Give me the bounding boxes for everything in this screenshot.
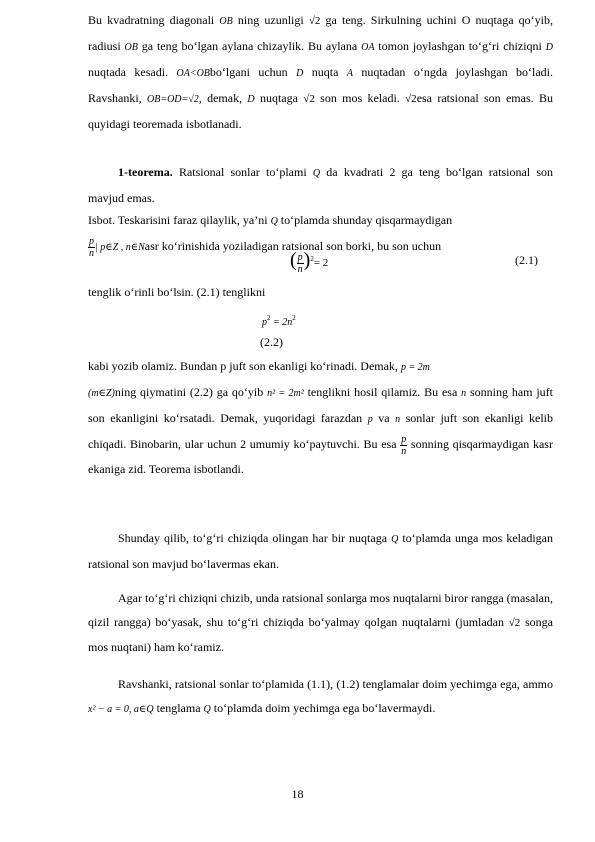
text: to‘plamda doim yechimga ega bo‘lavermaydi.: [210, 701, 436, 715]
math-equation: x² − a = 0, a∈Q: [88, 704, 154, 715]
fraction-p-n: [88, 236, 95, 259]
math-n: n: [461, 388, 467, 399]
text: Ratsional sonlar to‘plami: [172, 165, 313, 179]
text: sonning qisqarmaydigan kasr ekaniga zid. Teorema isbotlandi.: [88, 437, 553, 476]
text: , demak,: [198, 91, 248, 105]
text-line: tenglik o‘rinli bo‘lsin. (2.1) tenglikni: [88, 285, 266, 299]
math-D: D: [296, 68, 304, 79]
denominator: n: [297, 263, 303, 275]
numerator: p: [89, 235, 94, 247]
text: nuqtaga: [254, 91, 304, 105]
text: sonning ham juft son ekanligini ko‘rsatadi. Demak, yuqoridagi farazdan: [88, 385, 554, 425]
paren-left: (: [290, 249, 297, 271]
text: Bu kvadratning diagonali: [88, 13, 220, 27]
math-OB: OB: [124, 42, 138, 53]
text: son mos keladi.: [314, 91, 406, 105]
text: Shunday qilib, to‘g‘ri chiziqda olingan har bir nuqtaga: [118, 531, 392, 545]
text: to‘plamda shunday qisqarmaydigan: [277, 213, 453, 227]
numerator: p: [401, 433, 407, 445]
math-p: p: [367, 414, 373, 425]
math-rhs: = 2n: [270, 317, 293, 328]
denominator: n: [89, 247, 94, 259]
paragraph-equations: [88, 672, 553, 722]
text: tenglikni hosil qilamiz. Bu esa: [303, 385, 462, 399]
paragraph-conclusion: [88, 526, 553, 576]
equation-label: (2.2): [260, 335, 283, 349]
math-sqrt2: √2: [303, 93, 315, 105]
exponent: 2: [310, 255, 314, 263]
text: Agar to‘g‘ri chiziqni chizib, unda ratsional sonlarga mos nuqtalarni biror rangga (masalan, qizil rangga) bo‘yasak, shu to‘g‘ri chiziqda bo‘yalmay qolgan nuqtalarni (jumladan: [88, 591, 553, 629]
math-Q: Q: [270, 216, 278, 227]
math-p-2m: p = 2m: [400, 362, 430, 373]
math-D: D: [545, 42, 553, 53]
fraction-p-n: [297, 252, 304, 275]
math-A: A: [346, 68, 353, 79]
math-OA: OA: [361, 42, 375, 53]
text: nuqtada kesadi.: [88, 65, 177, 79]
exponent: 2: [292, 314, 296, 322]
numerator: p: [297, 251, 303, 263]
text: nuqtadan o‘ngda joylashgan bo‘ladi. Ravshanki,: [88, 65, 553, 105]
text: nuqta: [303, 65, 347, 79]
math-OB: OB: [219, 16, 233, 27]
equation-rhs: = 2: [313, 257, 329, 269]
equation-label: (2.1): [515, 253, 538, 267]
math-equation: n² = 2m²: [267, 388, 304, 399]
theorem-title: 1-teorema.: [118, 165, 173, 179]
math-D: D: [247, 94, 255, 105]
math-equality: OB=OD=√2: [147, 94, 199, 105]
text: songa mos nuqtani) ham ko‘ramiz.: [88, 615, 553, 654]
text: va: [372, 411, 396, 425]
text: to‘plamda unga mos keladigan ratsional son mavjud bo‘lavermas ekan.: [88, 531, 553, 571]
page-number: 18: [291, 787, 304, 801]
math-n: n: [395, 414, 401, 425]
paren-right: ): [303, 249, 311, 271]
text: ning uzunligi: [232, 13, 309, 27]
equation-2-1: [290, 244, 328, 278]
text: tomon joylashgan to‘g‘ri chiziqni: [374, 39, 546, 53]
math-inequality: OA<OB: [176, 68, 210, 79]
paragraph-parity: [88, 354, 553, 481]
text: ga teng bo‘lgan aylana chizaylik. Bu aylana: [137, 39, 362, 53]
text: asr ko‘rinishida yoziladigan ratsional son borki, bu son uchun: [144, 239, 442, 253]
math-sqrt2: √2: [405, 93, 417, 105]
text: ning qiymatini (2.2) ga qo‘yib: [114, 385, 268, 399]
exponent: 2: [267, 314, 271, 322]
text: kabi yozib olamiz. Bundan p juft son ekanligi ko‘rinadi. Demak,: [88, 359, 401, 373]
math-Q: Q: [203, 704, 211, 715]
math-p: p: [262, 317, 267, 328]
math-Q: Q: [391, 534, 399, 545]
math-condition: (m∈Z): [88, 388, 115, 399]
math-Q: Q: [312, 168, 321, 179]
text: ga teng. Sirkulning uchini O nuqtaga qo‘yib, radiusi: [88, 13, 554, 53]
math-condition: | p∈Z , n∈N: [95, 242, 145, 253]
text: da kvadrati 2 ga teng bo‘lgan ratsional son mavjud emas.: [88, 165, 553, 205]
paragraph-diagonal: [88, 8, 553, 136]
text: Isbot. Teskarisini faraz qilaylik, ya’ni: [88, 213, 271, 227]
text: Ravshanki, ratsional sonlar to‘plamida (1.1), (1.2) tenglamalar doim yechimga ega, ammo: [118, 677, 553, 691]
text: sonlar juft son ekanligi kelib chiqadi. Binobarin, ular uchun 2 umumiy ko‘paytuvchi. Bu esa: [88, 411, 553, 451]
math-sqrt2: √2: [308, 15, 321, 27]
text: bo‘lgani uchun: [209, 65, 297, 79]
theorem-1: [88, 160, 553, 210]
text: tenglama: [153, 701, 204, 715]
denominator: n: [401, 445, 407, 457]
text: esa ratsional son emas. Bu quyidagi teoremada isbotlanadi.: [88, 91, 553, 131]
paragraph-coloring: [88, 586, 553, 659]
math-sqrt2: √2: [508, 617, 521, 629]
